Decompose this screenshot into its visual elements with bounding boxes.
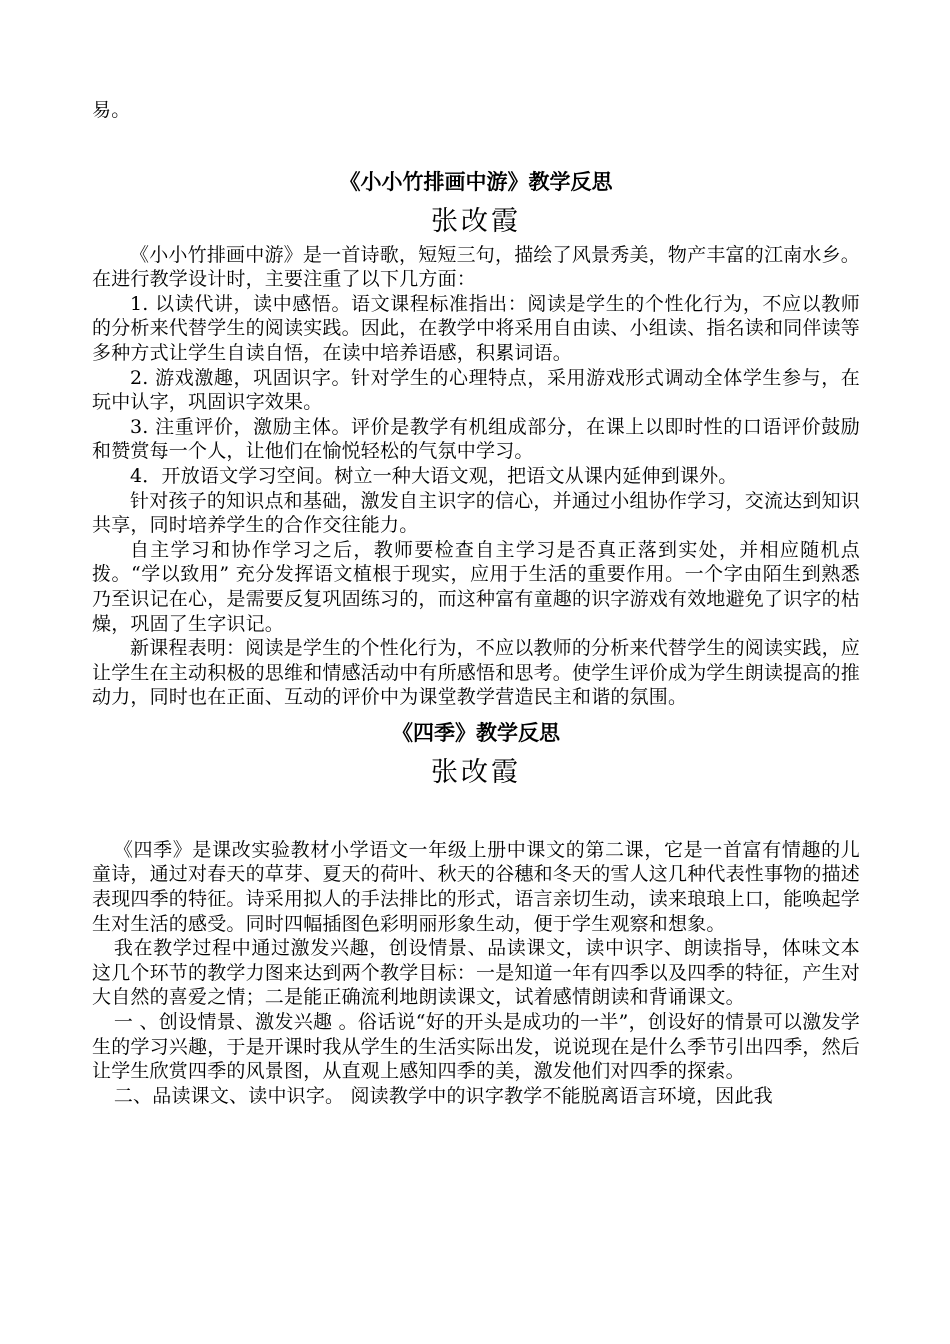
section1-paragraph: 《小小竹排画中游》是一首诗歌，短短三句，描绘了风景秀美，物产丰富的江南水乡。在进行教学设计时，主要注重了以下几方面：	[92, 243, 860, 291]
section1-paragraph: 1. 以读代讲，读中感悟。语文课程标准指出：阅读是学生的个性化行为，不应以教师的分析来代替学生的阅读实践。因此，在教学中将采用自由读、小组读、指名读和同伴读等多种方式让学生自读自悟，在读中培养语感，积累词语。	[92, 292, 861, 364]
section1-paragraph: 2. 游戏激趣，巩固识字。针对学生的心理特点，采用游戏形式调动全体学生参与，在玩中认字，巩固识字效果。	[92, 366, 860, 414]
section1-paragraph: 新课程表明：阅读是学生的个性化行为，不应以教师的分析来代替学生的阅读实践，应让学生在主动积极的思维和情感活动中有所感悟和思考。使学生评价成为学生朗读提高的推动力，同时也在正面、互动的评价中为课堂教学营造民主和谐的氛围。	[92, 637, 861, 709]
section2-paragraph: 《四季》是课改实验教材小学语文一年级上册中课文的第二课，它是一首富有情趣的儿童诗，通过对春天的草芽、夏天的荷叶、秋天的谷穗和冬天的雪人这几种代表性事物的描述表现四季的特征。诗采用拟人的手法排比的形式，语言亲切生动，读来琅琅上口，能唤起学生对生活的感受。同时四幅插图色彩明丽形象生动，便于学生观察和想象。	[92, 838, 861, 935]
section1-paragraph: 4．开放语文学习空间。树立一种大语文观，把语文从课内延伸到课外。	[130, 464, 738, 487]
section1-paragraph: 3. 注重评价，激励主体。评价是教学有机组成部分，在课上以即时性的口语评价鼓励和赞赏每一个人，让他们在愉悦轻松的气氛中学习。	[92, 415, 860, 463]
section2-author: 张改霞	[431, 756, 521, 788]
section2-paragraph: 二、品读课文、读中识字。 阅读教学中的识字教学不能脱离语言环境，因此我	[113, 1084, 773, 1107]
section1-title: 《小小竹排画中游》教学反思	[339, 169, 613, 194]
section1-paragraph: 自主学习和协作学习之后，教师要检查自主学习是否真正落到实处，并相应随机点拨。“学以致用” 充分发挥语文植根于现实，应用于生活的重要作用。一个字由陌生到熟悉乃至识记在心，是需要反复巩固练习的，而这种富有童趣的识字游戏有效地避免了识字的枯燥，巩固了生字识记。	[92, 538, 861, 635]
top-fragment: 易。	[92, 99, 131, 121]
section1-paragraph: 针对孩子的知识点和基础，激发自主识字的信心，并通过小组协作学习，交流达到知识共享，同时培养学生的合作交往能力。	[92, 489, 860, 537]
section2-paragraph: 我在教学过程中通过激发兴趣，创设情景、品读课文，读中识字、朗读指导，体味文本这几个环节的教学力图来达到两个教学目标：一是知道一年有四季以及四季的特征，产生对大自然的喜爱之情；二是能正确流利地朗读课文，试着感情朗读和背诵课文。	[92, 937, 861, 1009]
section1-author: 张改霞	[431, 205, 521, 237]
section2-title: 《四季》教学反思	[392, 720, 560, 745]
document-page	[92, 88, 860, 1108]
section2-paragraph: 一 、创设情景、激发兴趣 。俗话说“好的开头是成功的一半”，创设好的情景可以激发学生的学习兴趣，于是开课时我从学生的生活实际出发，说说现在是什么季节引出四季，然后让学生欣赏四季的风景图，从直观上感知四季的美，激发他们对四季的探索。	[92, 1011, 861, 1083]
